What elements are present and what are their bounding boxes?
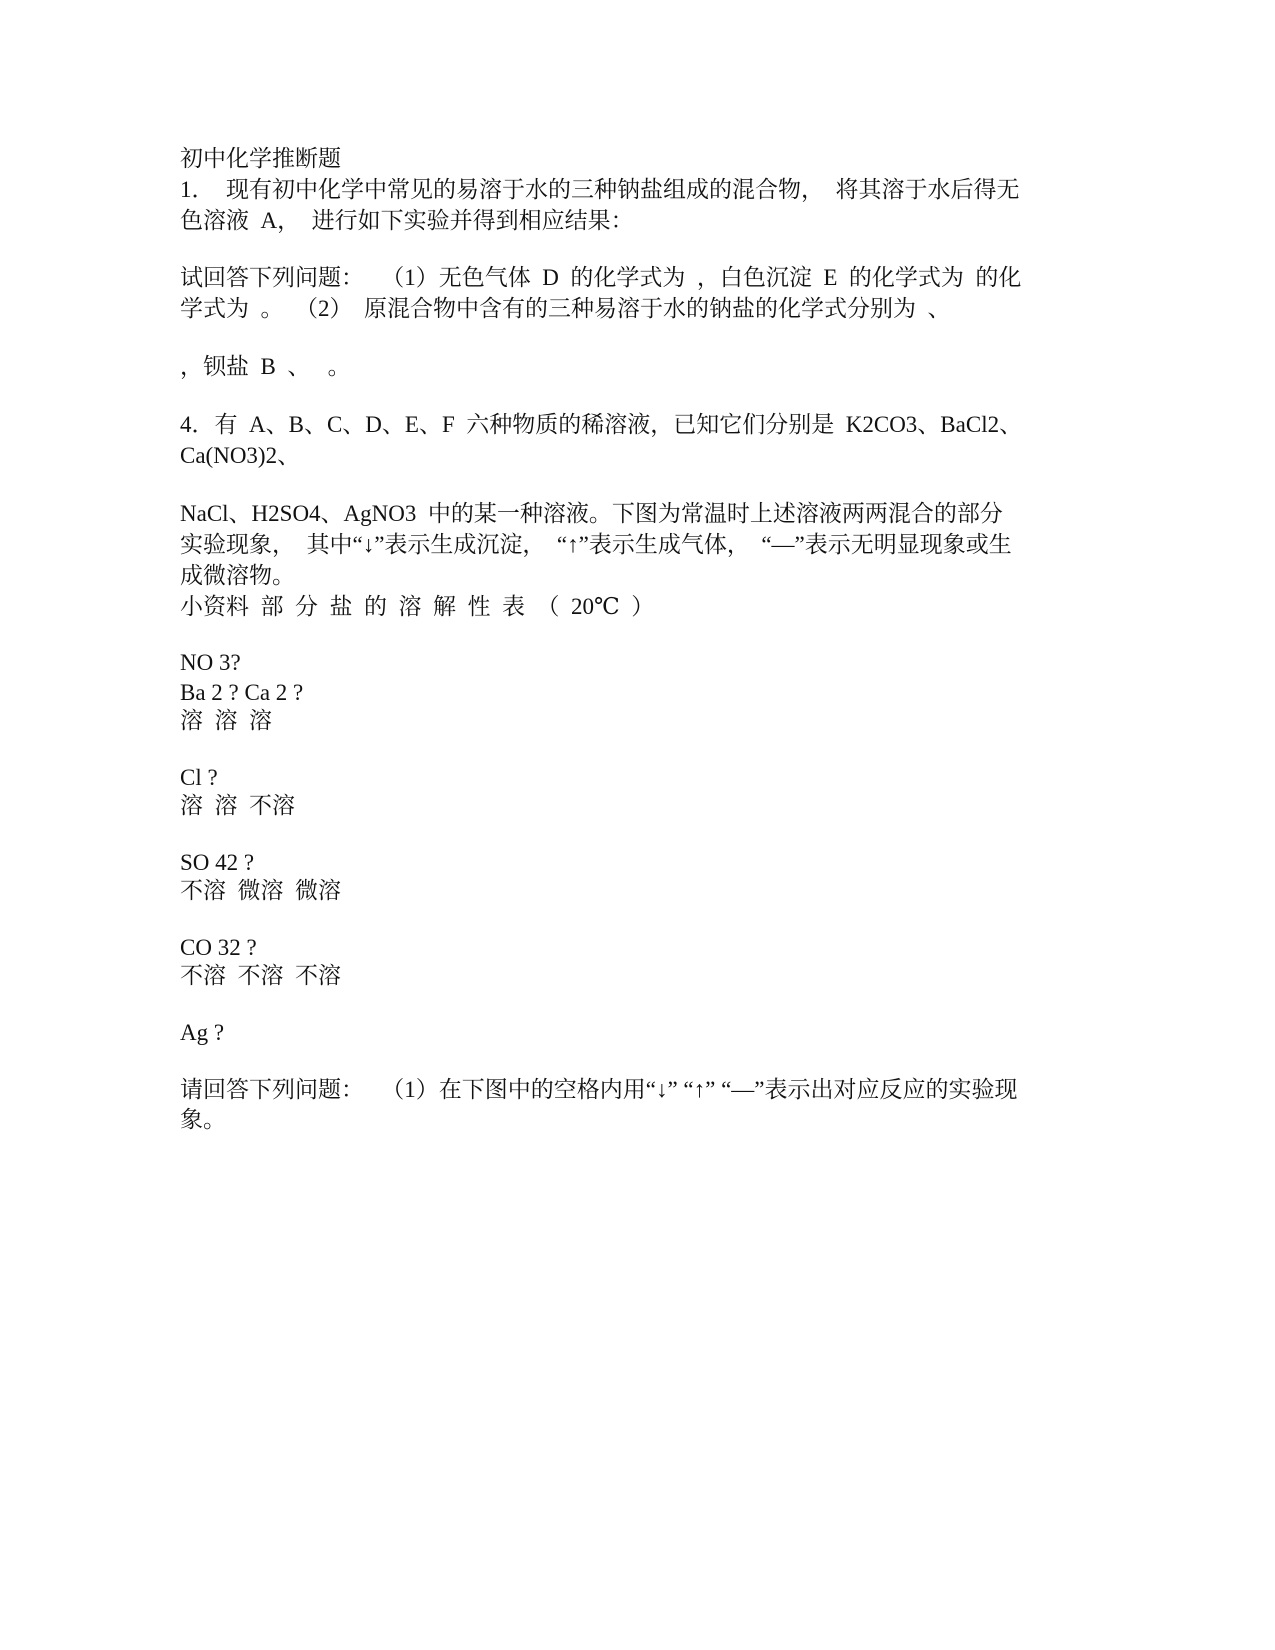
question-4-line-2: Ca(NO3)2、 [180,443,301,468]
question-4-prompt-line-1: 请回答下列问题： （1）在下图中的空格内用“↓” “↑” “—”表示出对应反应的实验现 [180,1077,1018,1102]
solubility-table-title: 小资料 部 分 盐 的 溶 解 性 表 （ 20℃ ） [180,594,655,619]
table-entry-so4: SO 42 ? [180,850,255,875]
question-1-line-3: 试回答下列问题： （1）无色气体 D 的化学式为 ，白色沉淀 E 的化学式为 的化 [180,265,1022,290]
document-title: 初中化学推断题 [180,146,341,171]
question-1-line-2: 色溶液 A， 进行如下实验并得到相应结果： [180,208,634,233]
question-4-prompt-line-2: 象。 [180,1107,226,1132]
table-row-cl-values: 溶 溶 不溶 [180,793,295,818]
table-row-so4-values: 不溶 微溶 微溶 [180,878,341,903]
question-1-line-5: ，钡盐 B 、 。 [180,354,351,379]
table-row-no3-values: 溶 溶 溶 [180,708,272,733]
table-entry-co3: CO 32 ? [180,935,257,960]
question-1-line-1: 1． 现有初中化学中常见的易溶于水的三种钠盐组成的混合物， 将其溶于水后得无 [180,177,1020,202]
table-row-co3-values: 不溶 不溶 不溶 [180,963,341,988]
question-4-line-1: 4．有 A、B、C、D、E、F 六种物质的稀溶液，已知它们分别是 K2CO3、BaCl2、 [180,412,1023,437]
table-entry-ag: Ag ? [180,1020,225,1045]
table-entry-cations: Ba 2 ? Ca 2 ? [180,680,304,705]
question-4-line-4: 实验现象， 其中“↓”表示生成沉淀， “↑”表示生成气体， “—”表示无明显现象或生 [180,532,1012,557]
table-entry-cl: Cl ? [180,765,218,790]
question-1-line-4: 学式为 。 （2） 原混合物中含有的三种易溶于水的钠盐的化学式分别为 、 [180,296,951,321]
question-4-line-3: NaCl、H2SO4、AgNO3 中的某一种溶液。下图为常温时上述溶液两两混合的部分 [180,501,1003,526]
question-4-line-5: 成微溶物。 [180,563,295,588]
table-entry-no3: NO 3? [180,650,241,675]
